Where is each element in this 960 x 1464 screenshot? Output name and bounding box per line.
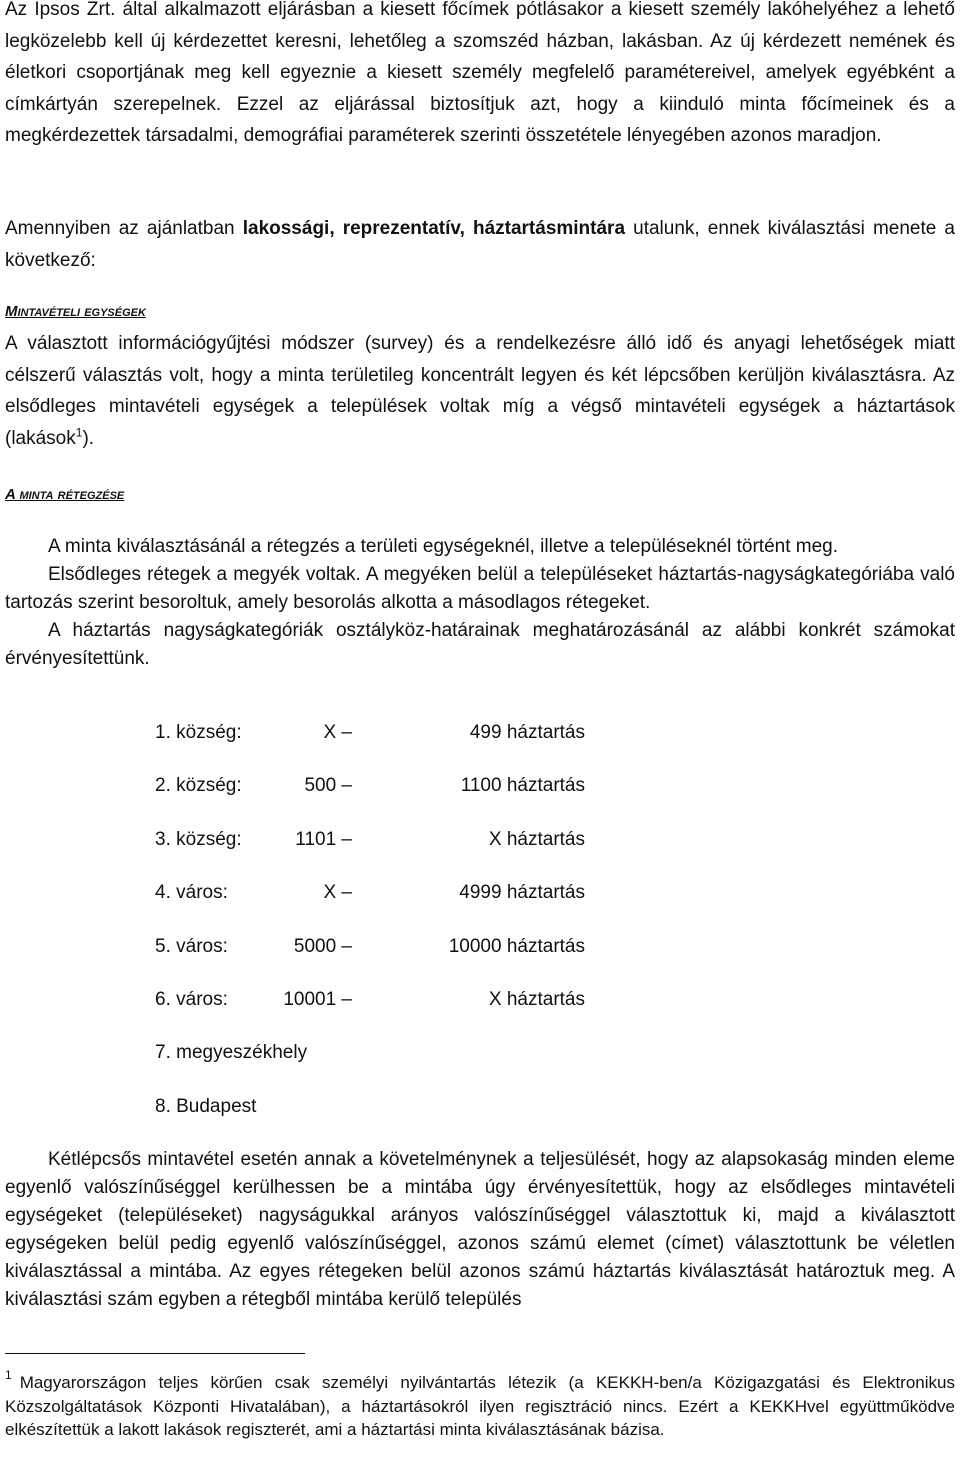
category-label: 3. község: — [155, 828, 242, 850]
paragraph-stratification — [5, 533, 955, 673]
category-to: X háztartás — [488, 828, 585, 850]
category-label: 5. város: — [155, 935, 228, 957]
list-item — [155, 771, 615, 824]
household-size-category-list — [155, 718, 615, 1145]
category-label: 7. megyeszékhely — [155, 1042, 308, 1064]
two-stage-sampling-text: Kétlépcsős mintavétel esetén annak a követelménynek a teljesülését, hogy az alapsokaság minden eleme egyenlő valószínűséggel kerülhessen be a mintába úgy érvényesítettük, hogy az elsődleges mintavételi egységeket (településeket) nagyságukkal arányos valószínűséggel választottuk ki, majd a kiválasztott egységeken belül pedig egyenlő valószínűséggel, azonos számú elemet (címet) választottunk be véletlen kiválasztással a mintába. Az egyes rétegeken belül azonos számú háztartás kiválasztását határoztuk meg. A kiválasztási szám egyben a rétegből mintába kerülő település — [5, 1149, 955, 1310]
paragraph-sampling-units-end: ). — [82, 427, 95, 449]
paragraph-intro-bold: lakossági, reprezentatív, háztartásmintára — [242, 218, 626, 239]
footnote-separator — [5, 1353, 305, 1354]
paragraph-sampling-units-text: A választott információgyűjtési módszer (survey) és a rendelkezésre álló idő és anyagi lehetőségek miatt célszerű választás volt, hogy a minta területileg koncentrált legyen és két lépcsőben kerüljön kiválasztásra. Az elsődleges mintavételi egységek a települések voltak míg a végső mintavételi egységek a háztartások (lakások — [5, 333, 955, 449]
category-to: 499 háztartás — [469, 722, 585, 743]
category-label: 4. város: — [155, 882, 228, 904]
section-title-sampling-units: Mintavételi egységek — [5, 303, 146, 320]
category-from: 1101 – — [295, 828, 352, 850]
list-item — [155, 985, 615, 1038]
paragraph-replacement-procedure: Az Ipsos Zrt. által alkalmazott eljárásban a kiesett főcímek pótlásakor a kiesett személy lakóhelyéhez a lehető legközelebb kell új kérdezettet keresni, lehetőleg a szomszéd házban, lakásban. Az új kérdezett nemének és életkori csoportjának meg kell egyeznie a kiesett személy megfelelő paramétereivel, amelyek egyébként a címkártyán szerepelnek. Ezzel az eljárással biztosítjuk azt, hogy a kiinduló minta főcímeinek és a megkérdezettek társadalmi, demográfiai paraméterek szerinti összetétele lényegében azonos maradjon. — [5, 0, 955, 146]
list-item — [155, 1092, 615, 1145]
category-to: 10000 háztartás — [448, 935, 585, 957]
category-label: 1. község: — [155, 722, 242, 743]
category-from: X – — [323, 882, 352, 904]
category-label: 6. város: — [155, 988, 228, 1010]
category-from: 5000 – — [293, 935, 352, 957]
paragraph-sampling-units — [5, 328, 955, 454]
footnote-text: Magyarországon teljes körűen csak személyi nyilvántartás létezik (a KEKKH-ben/a Közigazgatási és Elektronikus Közszolgáltatások Központi Hivatalában), a háztartásokról ilyen regisztráció nincs. Ezért a KEKKHvel együttműködve elkészítettük a lakott lakások regiszterét, ami a háztartási minta kiválasztásának bázisa. — [5, 1373, 955, 1439]
category-from: 10001 – — [283, 988, 352, 1010]
list-item — [155, 878, 615, 931]
footnote-number: 1 — [5, 1368, 12, 1382]
list-item — [155, 718, 615, 771]
paragraph-two-stage-sampling — [5, 1146, 955, 1314]
category-from: X – — [323, 722, 352, 743]
category-label: 2. község: — [155, 775, 242, 797]
stratification-line-3: A háztartás nagyságkategóriák osztályköz-határainak meghatározásánál az alábbi konkrét számokat érvényesítettünk. — [5, 620, 955, 669]
paragraph-household-sample-intro — [5, 213, 955, 276]
footnote — [5, 1364, 955, 1442]
list-item — [155, 1038, 615, 1091]
stratification-line-2: Elsődleges rétegek a megyék voltak. A megyéken belül a településeket háztartás-nagyságkategóriába való tartozás szerint besoroltuk, amely besorolás alkotta a másodlagos rétegeket. — [5, 564, 955, 613]
category-to: 1100 háztartás — [460, 775, 585, 797]
footnote-reference[interactable]: 1 — [75, 425, 83, 440]
category-from: 500 – — [304, 775, 352, 797]
category-to: X háztartás — [488, 988, 585, 1010]
list-item — [155, 825, 615, 878]
list-item — [155, 932, 615, 985]
category-to: 4999 háztartás — [459, 882, 585, 904]
stratification-line-1: A minta kiválasztásánál a rétegzés a területi egységeknél, illetve a településeknél történt meg. — [48, 536, 839, 557]
paragraph-intro-after: utalunk, ennek kiválasztási menete a következő: — [5, 218, 955, 271]
paragraph-intro-before: Amennyiben az ajánlatban — [5, 218, 243, 239]
section-title-stratification: A minta rétegzése — [5, 486, 125, 503]
category-label: 8. Budapest — [155, 1095, 257, 1117]
